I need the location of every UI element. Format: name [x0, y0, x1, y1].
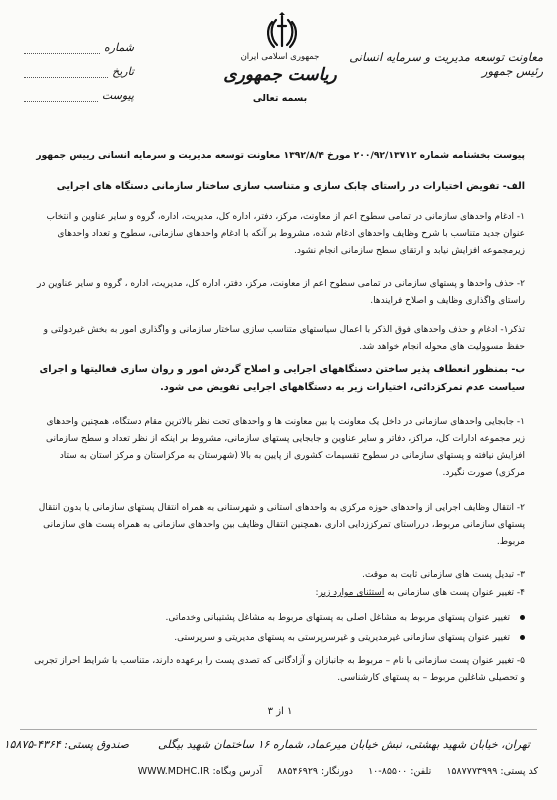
section-a-item-1: ۱- ادغام واحدهای سازمانی در تمامی سطوح اعم از معاونت، مرکز، دفتر، اداره کل، مدیریت، اداره، گروه و سایر عناوین و انتخاب عنوان جدید متناسب با شرح وظایف واحدهای ادغام شده، مشروط بر آنکه با ادغام واحدهای سازمانی، سطوح و تعداد واحدهای زیرمجموعه افزایش نیابد و ارتقای سطح سازمانی انجام نشود.: [46, 212, 525, 256]
number-label: شماره: [103, 41, 134, 54]
section-b-item-3: ۳- تبدیل پست های سازمانی ثابت به موقت.: [362, 570, 525, 580]
date-label: تاریخ: [112, 65, 134, 78]
bullet-item: [25, 630, 525, 647]
item-4-text: ۴- تغییر عنوان پست های سازمانی به: [387, 588, 525, 598]
section-a-note: تذکر۱- ادغام و حذف واحدهای فوق الذکر با اعمال سیاستهای متناسب سازی ساختار سازمانی و واگذاری امور به بخش غیردولتی و حفظ مسوولیت های محوله انجام خواهد شد.: [43, 325, 525, 352]
deputy-title: معاونت توسعه مدیریت و سرمایه انسانی رئیس جمهور: [349, 50, 543, 78]
number-field: [24, 30, 134, 54]
date-dots: [24, 65, 108, 78]
section-b-item-4: [33, 585, 525, 602]
footer-address: تهران، خیابان شهید بهشتی، نبش خیابان میرعماد، شماره ۱۶ ساختمان شهید بیگلی: [157, 738, 530, 751]
footer-phone: تلفن: ۸۵۵۰۰-۱۰: [368, 766, 432, 777]
section-b-heading: ب- بمنظور انعطاف پذیر ساختن دستگاههای اجرایی و اصلاح گردش امور و روان سازی فعالیتها و اجرای سیاست عدم تمرکزدائی، اختیارات زیر به دستگاههای اجرایی تفویض می شود.: [39, 364, 525, 393]
bullet-text: تغییر عنوان پستهای سازمانی غیرمدیریتی و غیرسرپرستی به پستهای مدیریتی و سرپرستی.: [174, 633, 510, 643]
attachment-field: [24, 78, 134, 102]
attachment-label: پیوست: [101, 89, 134, 102]
basmala: بسمه تعالی: [252, 93, 308, 104]
bullet-item: [25, 610, 525, 627]
iran-emblem-icon: [265, 12, 299, 52]
footer-po-box: صندوق پستی: ۴۳۶۴-۱۵۸۷۵: [3, 738, 129, 751]
section-a-heading: الف- تفویض اختیارات در راستای چابک سازی و متناسب سازی ساختار سازمانی دستگاه های اجرایی: [56, 181, 525, 192]
section-b-item-5: ۵- تغییر عنوان پست سازمانی با نام – مربوط به جانبازان و آزادگانی که تصدی پست را برعهده دارند، متناسب با شرایط احراز تجربی و تحصیلی شاغلین مربوط – به پستهای کارشناسی.: [34, 656, 525, 683]
bullet-icon: [520, 615, 525, 620]
section-b-item-2: ۲- انتقال وظایف اجرایی از واحدهای حوزه مرکزی به واحدهای استانی و شهرستانی به همراه انتقال پستهای سازمانی یا بدون انتقال پستهای سازمانی مربوط، درراستای تمرکززدایی اداری ،همچنین انتقال وظایف بین واحدهای سازمانی به همراه پست های سازمانی مربوط.: [38, 503, 525, 547]
bullet-icon: [520, 635, 525, 640]
section-b-item-1: ۱- جابجایی واحدهای سازمانی در داخل یک معاونت یا بین معاونت ها و واحدهای تحت نظر بالاترین مقام دستگاه، همچنین واحدهای زیر مجموعه ادارات کل، مراکز، دفاتر و سایر عناوین و جابجایی پستهای سازمانی، مشروط بر اینکه از نظر تعداد و سطح سازمانی افزایش نیافته و پستهای سازمانی در سطوح تقسیمات کشوری از پایین به بالا (شهرستان به مرکزاستان و مرکز استان به ستاد مرکزی) صورت نگیرد.: [45, 417, 525, 478]
footer-divider: [20, 729, 537, 730]
bullet-text: تغییر عنوان پستهای مربوط به مشاغل اصلی به پستهای مربوط به مشاغل پشتیبانی وخدماتی.: [165, 613, 510, 623]
attachment-dots: [24, 89, 98, 102]
footer-address-row: [3, 738, 530, 751]
section-a-item-2: ۲- حذف واحدها و پستهای سازمانی در تمامی سطوح اعم از معاونت، مرکز، دفتر، اداره کل، مدیریت، اداره ، گروه و سایر عناوین در راستای واگذاری وظایف و اصلاح فرایندها.: [36, 279, 525, 306]
reference-fields: [24, 30, 134, 102]
page-number: ۱ از ۳: [267, 706, 293, 717]
item-4-exception: استثنای موارد زیر: [318, 588, 385, 598]
footer-website[interactable]: WWW.MDHC.IR: [137, 766, 210, 777]
office-name: ریاست جمهوری: [223, 65, 337, 85]
footer-contact-row: [18, 766, 538, 777]
footer-website-label: آدرس وبگاه:: [212, 766, 263, 777]
date-field: [24, 54, 134, 78]
footer-fax: دورنگار: ۸۸۵۴۶۹۲۹: [277, 766, 354, 777]
item-4-colon: :: [315, 588, 319, 598]
country-name: جمهوری اسلامی ایران: [240, 52, 320, 62]
footer-postal-code: کد پستی: ۱۵۸۷۷۷۳۹۹۹: [446, 766, 538, 777]
number-dots: [24, 41, 100, 54]
attachment-line: پیوست بخشنامه شماره ۲۰۰/۹۲/۱۳۷۱۲ مورخ ۱۳۹۲/۸/۴ معاونت توسعه مدیریت و سرمایه انسانی رییس جمهور: [36, 150, 525, 161]
